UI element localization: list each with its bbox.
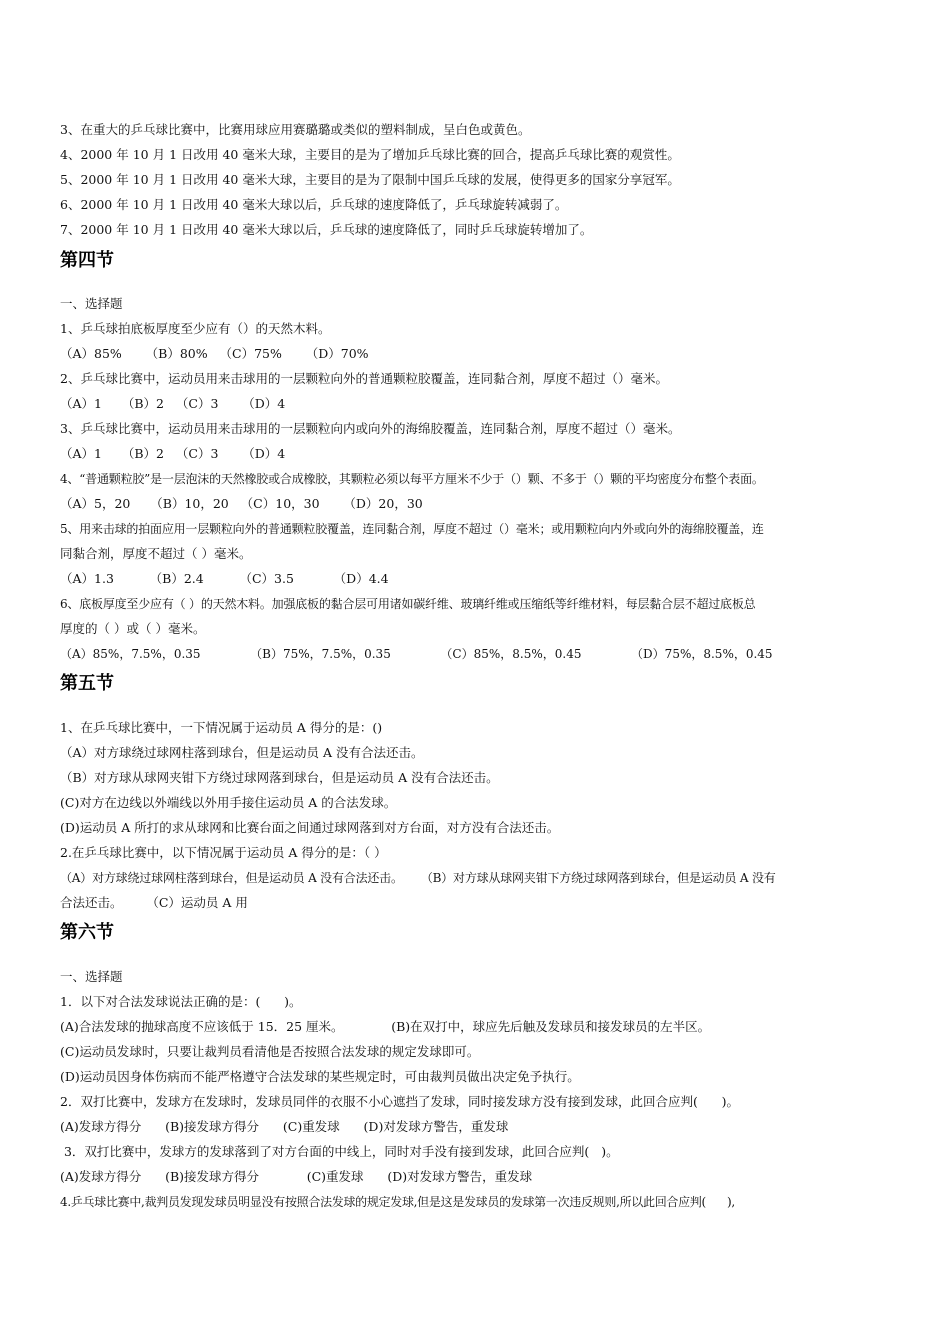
s4-question-6-line-2: 厚度的（ ）或（ ）毫米。 [60,621,206,636]
s5-question-1-option-a: （A）对方球绕过球网柱落到球台，但是运动员 A 没有合法还击。 [60,745,424,760]
s5-question-1: 1、在乒乓球比赛中，一下情况属于运动员 A 得分的是：() [60,720,383,735]
s4-question-6-options: （A）85%，7.5%，0.35 （B）75%，7.5%，0.35 （C）85%，8.5%，0.45 （D）75%，8.5%，0.45 [60,647,773,661]
section-6-heading: 第六节 [60,922,114,943]
s6-question-1: 1．以下对合法发球说法正确的是：( )。 [60,994,302,1009]
s4-question-1: 1、乒乓球拍底板厚度至少应有（）的天然木料。 [60,321,331,336]
section-4-heading: 第四节 [60,250,114,271]
s6-question-2-options: (A)发球方得分 (B)接发球方得分 (C)重发球 (D)对发球方警告，重发球 [60,1119,509,1134]
s5-question-2-line-2: 合法还击。 （C）运动员 A 用 [60,895,248,910]
s4-question-3: 3、乒乓球比赛中，运动员用来击球用的一层颗粒向内或向外的海绵胶覆盖，连同黏合剂，厚度不超过（）毫米。 [60,421,681,436]
section-4-subheading: 一、选择题 [60,296,123,311]
statement-5: 5、2000 年 10 月 1 日改用 40 毫米大球，主要目的是为了限制中国乒乓球的发展，使得更多的国家分享冠军。 [60,172,680,187]
s4-question-4-options: （A）5，20 （B）10，20 （C）10，30 （D）20，30 [60,496,423,511]
s4-question-5-line-2: 同黏合剂，厚度不超过（ ）毫米。 [60,546,252,561]
s4-question-1-options: （A）85% （B）80% （C）75% （D）70% [60,346,369,361]
statement-7: 7、2000 年 10 月 1 日改用 40 毫米大球以后，乒乓球的速度降低了，同时乒乓球旋转增加了。 [60,222,593,237]
statement-3: 3、在重大的乒乓球比赛中，比赛用球应用赛璐璐或类似的塑料制成，呈白色或黄色。 [60,122,531,137]
s4-question-6-line-1: 6、底板厚度至少应有（ ）的天然木料。加强底板的黏合层可用诸如碳纤维、玻璃纤维或压缩纸等纤维材料，每层黏合层不超过底板总 [60,597,756,611]
s4-question-4: 4、“普通颗粒胶”是一层泡沫的天然橡胶或合成橡胶，其颗粒必须以每平方厘米不少于（）颗、不多于（）颗的平均密度分布整个表面。 [60,472,764,486]
section-6-subheading: 一、选择题 [60,969,123,984]
s5-question-1-option-d: (D)运动员 A 所打的求从球网和比赛台面之间通过球网落到对方台面，对方没有合法还击。 [60,820,560,835]
s6-question-3-options: (A)发球方得分 (B)接发球方得分 (C)重发球 (D)对发球方警告，重发球 [60,1169,533,1184]
s6-question-1-option-d: (D)运动员因身体伤病而不能严格遵守合法发球的某些规定时，可由裁判员做出决定免予执行。 [60,1069,580,1084]
s4-question-2: 2、乒乓球比赛中，运动员用来击球用的一层颗粒向外的普通颗粒胶覆盖，连同黏合剂，厚度不超过（）毫米。 [60,371,668,386]
statement-4: 4、2000 年 10 月 1 日改用 40 毫米大球，主要目的是为了增加乒乓球比赛的回合，提高乒乓球比赛的观赏性。 [60,147,680,162]
s5-question-2-line-1: （A）对方球绕过球网柱落到球台，但是运动员 A 没有合法还击。 （B）对方球从球网夹钳下方绕过球网落到球台，但是运动员 A 没有 [60,871,776,885]
s6-question-2: 2．双打比赛中，发球方在发球时，发球员同伴的衣服不小心遮挡了发球，同时接发球方没有接到发球，此回合应判( )。 [60,1094,740,1109]
s4-question-2-options: （A）1 （B）2 （C）3 （D）4 [60,396,286,411]
s5-question-1-option-b: （B）对方球从球网夹钳下方绕过球网落到球台，但是运动员 A 没有合法还击。 [60,770,499,785]
s5-question-2: 2.在乒乓球比赛中，以下情况属于运动员 A 得分的是：（ ） [60,845,387,860]
s4-question-3-options: （A）1 （B）2 （C）3 （D）4 [60,446,286,461]
s4-question-5-line-1: 5、用来击球的拍面应用一层颗粒向外的普通颗粒胶覆盖，连同黏合剂，厚度不超过（）毫米；或用颗粒向内外或向外的海绵胶覆盖，连 [60,522,764,536]
s6-question-1-options-ab: (A)合法发球的抛球高度不应该低于 15．25 厘米。 (B)在双打中，球应先后触及发球员和接发球员的左半区。 [60,1019,711,1034]
s4-question-5-options: （A）1.3 （B）2.4 （C）3.5 （D）4.4 [60,571,389,586]
s6-question-1-option-c: (C)运动员发球时，只要让裁判员看清他是否按照合法发球的规定发球即可。 [60,1044,480,1059]
section-5-heading: 第五节 [60,673,114,694]
s6-question-3: 3．双打比赛中，发球方的发球落到了对方台面的中线上，同时对手没有接到发球，此回合应判( )。 [60,1144,619,1159]
statement-6: 6、2000 年 10 月 1 日改用 40 毫米大球以后，乒乓球的速度降低了，乒乓球旋转减弱了。 [60,197,568,212]
s5-question-1-option-c: (C)对方在边线以外端线以外用手接住运动员 A 的合法发球。 [60,795,397,810]
s6-question-4: 4.乒乓球比赛中,裁判员发现发球员明显没有按照合法发球的规定发球,但是这是发球员的发球第一次违反规则,所以此回合应判( ), [60,1195,735,1209]
